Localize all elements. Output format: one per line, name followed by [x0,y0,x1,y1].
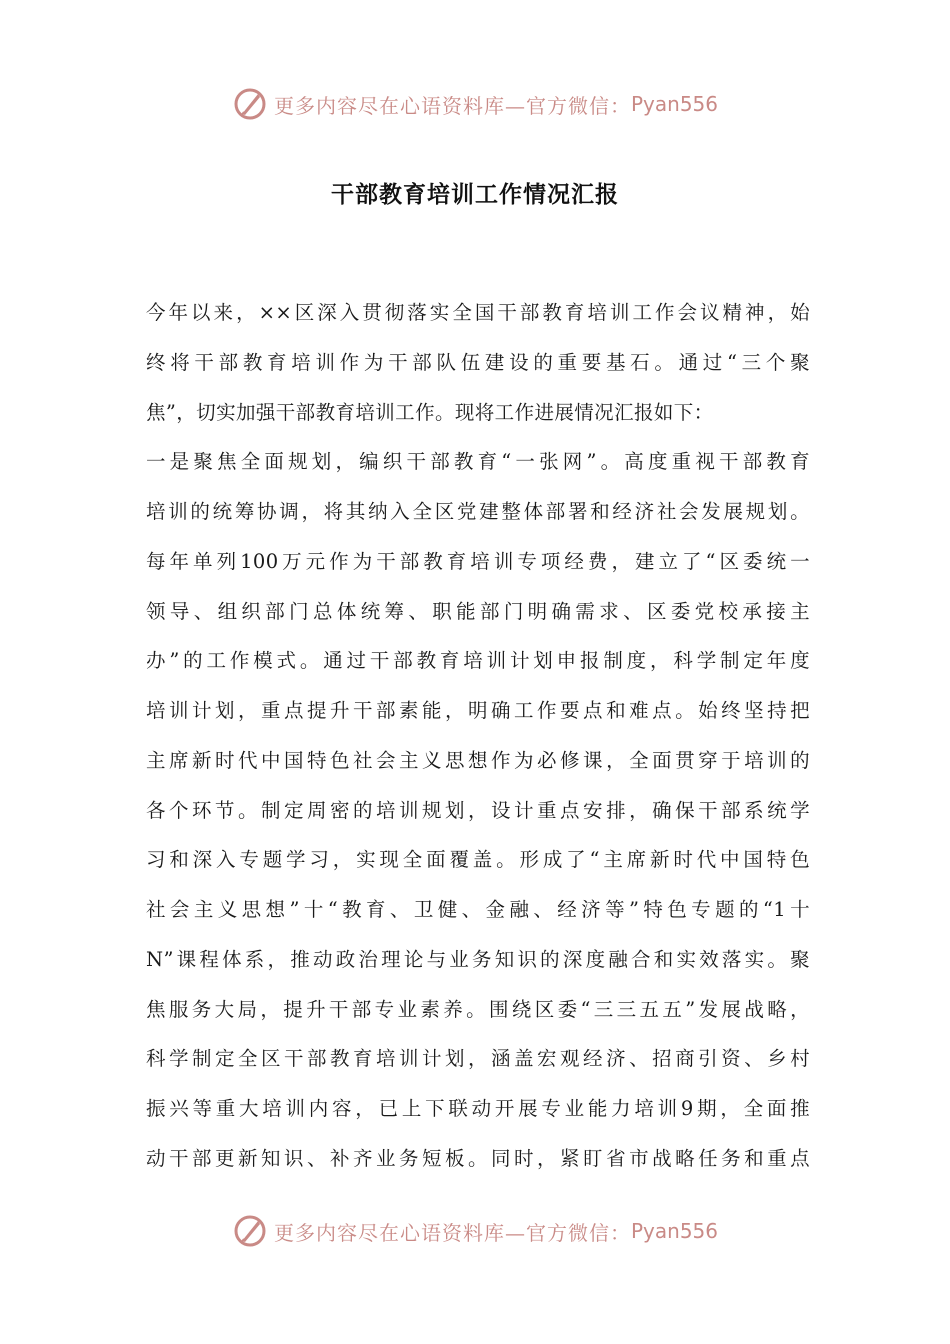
body-line: 培训的统筹协调，将其纳入全区党建整体部署和经济社会发展规划。 [146,500,810,523]
body-line: 主席新时代中国特色社会主义思想作为必修课，全面贯穿于培训的 [146,748,810,772]
watermark-footer [0,1209,950,1253]
body-line: 科学制定全区干部教育培训计划，涵盖宏观经济、招商引资、乡村 [146,1047,810,1071]
watermark-header [0,82,950,126]
body-line: 每年单列100万元作为干部教育培训专项经费，建立了“区委统一 [146,549,810,573]
body-line: 领导、组织部门总体统筹、职能部门明确需求、区委党校承接主 [146,599,810,623]
body-line: 培训计划，重点提升干部素能，明确工作要点和难点。始终坚持把 [146,699,810,722]
body-line: 今年以来，××区深入贯彻落实全国干部教育培训工作会议精神，始 [146,301,810,324]
document-body [146,288,810,1184]
body-line: 动干部更新知识、补齐业务短板。同时，紧盯省市战略任务和重点 [146,1146,810,1170]
body-line: 振兴等重大培训内容，已上下联动开展专业能力培训9期，全面推 [146,1097,810,1120]
body-line: 终将干部教育培训作为干部队伍建设的重要基石。通过“三个聚 [146,350,810,374]
quill-logo-icon [232,1213,268,1249]
document-title: 干部教育培训工作情况汇报 [331,181,619,208]
body-line: 各个环节。制定周密的培训规划，设计重点安排，确保干部系统学 [146,798,810,822]
quill-logo-icon [232,86,268,122]
watermark-text: 更多内容尽在心语资料库—官方微信： [273,1220,631,1245]
body-line: 办”的工作模式。通过干部教育培训计划申报制度，科学制定年度 [146,649,810,673]
watermark-wechat-id: Pyan556 [630,92,718,116]
body-line: 习和深入专题学习，实现全面覆盖。形成了“主席新时代中国特色 [146,848,810,872]
body-line: 焦服务大局，提升干部专业素养。围绕区委“三三五五”发展战略， [146,997,810,1021]
body-line: 社会主义思想”十“教育、卫健、金融、经济等”特色专题的“1十 [146,898,810,921]
body-line: 焦”，切实加强干部教育培训工作。现将工作进展情况汇报如下： [146,400,714,424]
body-line: 一是聚焦全面规划，编织干部教育“一张网”。高度重视干部教育 [146,450,810,474]
watermark-wechat-id: Pyan556 [630,1219,718,1243]
body-line: N”课程体系，推动政治理论与业务知识的深度融合和实效落实。聚 [146,947,810,971]
watermark-text: 更多内容尽在心语资料库—官方微信： [273,93,631,118]
